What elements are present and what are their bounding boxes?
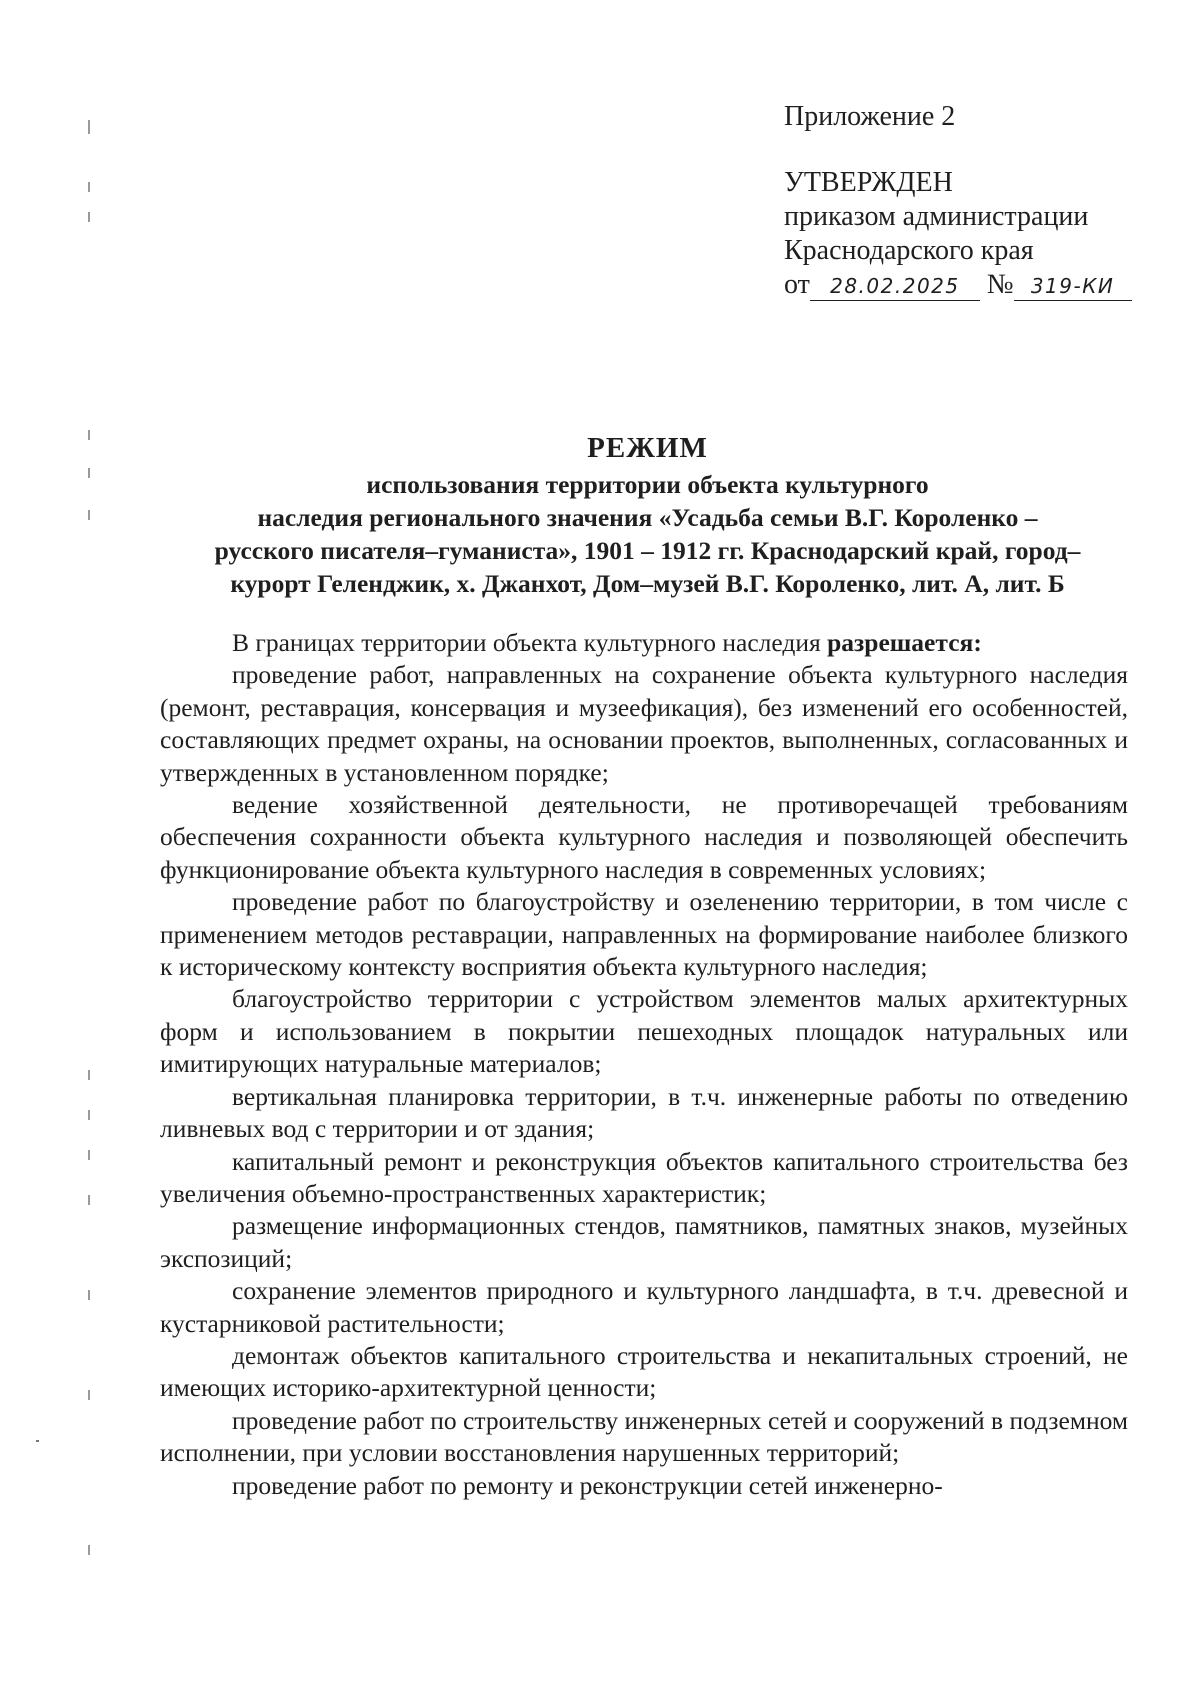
- scan-artifact: [88, 1390, 90, 1400]
- list-item: вертикальная планировка территории, в т.ч. инженерные работы по отведению ливневых вод с территории и от здания;: [160, 1081, 1128, 1144]
- scan-artifact: [88, 182, 90, 192]
- order-line-1: приказом администрации: [784, 201, 1089, 232]
- intro-paragraph: [160, 627, 1128, 659]
- intro-bold: разрешается:: [827, 628, 982, 657]
- order-line-2: Краснодарского края: [784, 235, 1034, 266]
- scan-artifact: [88, 468, 90, 478]
- scan-artifact: [88, 1110, 90, 1120]
- scan-artifact: [88, 1070, 90, 1080]
- number-prefix: №: [986, 269, 1014, 300]
- date-prefix: от: [784, 269, 810, 300]
- handwritten-number: 319-КИ: [1014, 272, 1132, 301]
- document-subtitle: [160, 468, 1135, 600]
- subtitle-line-3: русского писателя–гуманиста», 1901 – 1912 гг. Краснодарский край, город–: [214, 536, 1081, 565]
- approved-label: УТВЕРЖДЕН: [784, 167, 953, 198]
- scan-artifact: [88, 510, 90, 520]
- list-item: благоустройство территории с устройством элементов малых архитектурных форм и использованием в покрытии пешеходных площадок натуральных или имитирующих натуральные материалов;: [160, 984, 1128, 1079]
- scan-artifact: [36, 1440, 39, 1442]
- list-item: сохранение элементов природного и культурного ландшафта, в т.ч. древесной и кустарниковой растительности;: [160, 1276, 1128, 1338]
- list-item: ведение хозяйственной деятельности, не противоречащей требованиям обеспечения сохранности объекта культурного наследия и позволяющей обеспечить функционирование объекта культурного наследия в современных условиях;: [160, 790, 1128, 884]
- scan-artifact: [88, 1150, 90, 1160]
- list-item: демонтаж объектов капитального строительства и некапитальных строений, не имеющих историко-архитектурной ценности;: [160, 1340, 1128, 1403]
- scan-artifact: [88, 430, 90, 440]
- document-title: РЕЖИМ: [587, 432, 708, 464]
- list-item: проведение работ, направленных на сохранение объекта культурного наследия (ремонт, реставрация, консервация и музеефикация), без изменений его особенностей, составляющих предмет охраны, на основании проектов, выполненных, согласованных и утвержденных в установленном порядке;: [160, 660, 1128, 787]
- appendix-label: Приложение 2: [784, 101, 956, 132]
- scan-artifact: [88, 212, 90, 222]
- subtitle-line-4: курорт Геленджик, х. Джанхот, Дом–музей В.Г. Короленко, лит. А, лит. Б: [230, 569, 1065, 598]
- list-item: капитальный ремонт и реконструкция объектов капитального строительства без увеличения объемно-пространственных характеристик;: [160, 1146, 1128, 1208]
- intro-text: В границах территории объекта культурного наследия: [232, 628, 828, 657]
- list-item: проведение работ по благоустройству и озеленению территории, в том числе с применением методов реставрации, направленных на формирование наиболее близкого к историческому контексту восприятия объекта культурного наследия;: [160, 887, 1128, 982]
- date-number-line: [784, 268, 1164, 302]
- scan-artifact: [88, 120, 90, 134]
- scan-artifact: [88, 1290, 90, 1300]
- list-item: размещение информационных стендов, памятников, памятных знаков, музейных экспозиций;: [160, 1211, 1128, 1273]
- list-item: проведение работ по ремонту и реконструкции сетей инженерно-: [232, 1470, 943, 1500]
- scan-artifact: [88, 1195, 90, 1205]
- subtitle-line-2: наследия регионального значения «Усадьба семьи В.Г. Короленко –: [257, 503, 1038, 532]
- document-body: [160, 627, 1128, 1502]
- document-title-block: [160, 430, 1135, 600]
- scan-artifact: [88, 1545, 90, 1555]
- approval-block: [784, 100, 1164, 302]
- list-item: проведение работ по строительству инженерных сетей и сооружений в подземном исполнении, при условии восстановления нарушенных территорий;: [160, 1405, 1128, 1468]
- subtitle-line-1: использования территории объекта культурного: [366, 470, 929, 499]
- handwritten-date: 28.02.2025: [810, 272, 980, 301]
